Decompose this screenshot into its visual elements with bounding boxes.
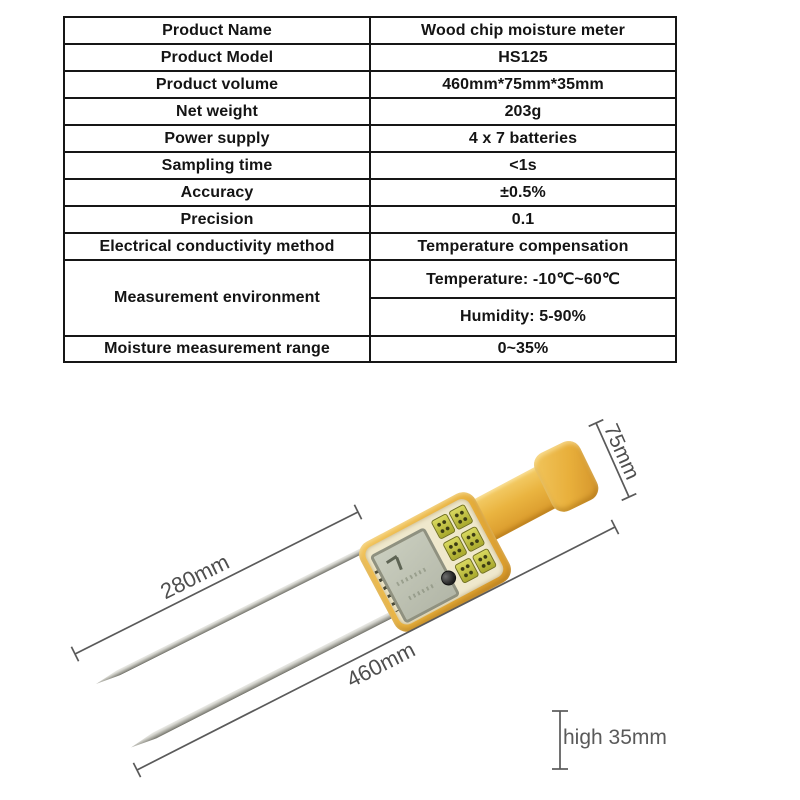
spec-label: Sampling time [64, 152, 370, 179]
spec-label: Product volume [64, 71, 370, 98]
dimension-label-total-length: 460mm [342, 636, 420, 693]
dimension-label-device-height: high 35mm [563, 726, 667, 749]
lcd-text-row [396, 568, 426, 587]
spec-value: 4 x 7 batteries [370, 125, 676, 152]
dimension-label-handle-width: 75mm [599, 420, 644, 484]
spec-value: HS125 [370, 44, 676, 71]
dimension-label-probe-length: 280mm [156, 548, 234, 605]
spec-label: Accuracy [64, 179, 370, 206]
spec-label: Electrical conductivity method [64, 233, 370, 260]
lcd-text-row [408, 583, 436, 601]
spec-value: 0.1 [370, 206, 676, 233]
spec-value: 460mm*75mm*35mm [370, 71, 676, 98]
spec-label: Product Name [64, 17, 370, 44]
lcd-digit-segment [395, 557, 402, 570]
spec-value-humidity: Humidity: 5-90% [370, 298, 676, 336]
spec-label: Moisture measurement range [64, 336, 370, 362]
spec-value: ±0.5% [370, 179, 676, 206]
spec-label: Product Model [64, 44, 370, 71]
probe-upper [95, 536, 388, 687]
spec-label: Net weight [64, 98, 370, 125]
spec-value-temperature: Temperature: -10℃~60℃ [370, 260, 676, 298]
moisture-meter-device [354, 487, 516, 636]
spec-label: Power supply [64, 125, 370, 152]
spec-value: <1s [370, 152, 676, 179]
spec-value: 203g [370, 98, 676, 125]
spec-value: Temperature compensation [370, 233, 676, 260]
spec-value: 0~35% [370, 336, 676, 362]
spec-value: Wood chip moisture meter [370, 17, 676, 44]
spec-label: Precision [64, 206, 370, 233]
dimension-line-280mm [75, 512, 358, 654]
spec-label: Measurement environment [64, 260, 370, 336]
